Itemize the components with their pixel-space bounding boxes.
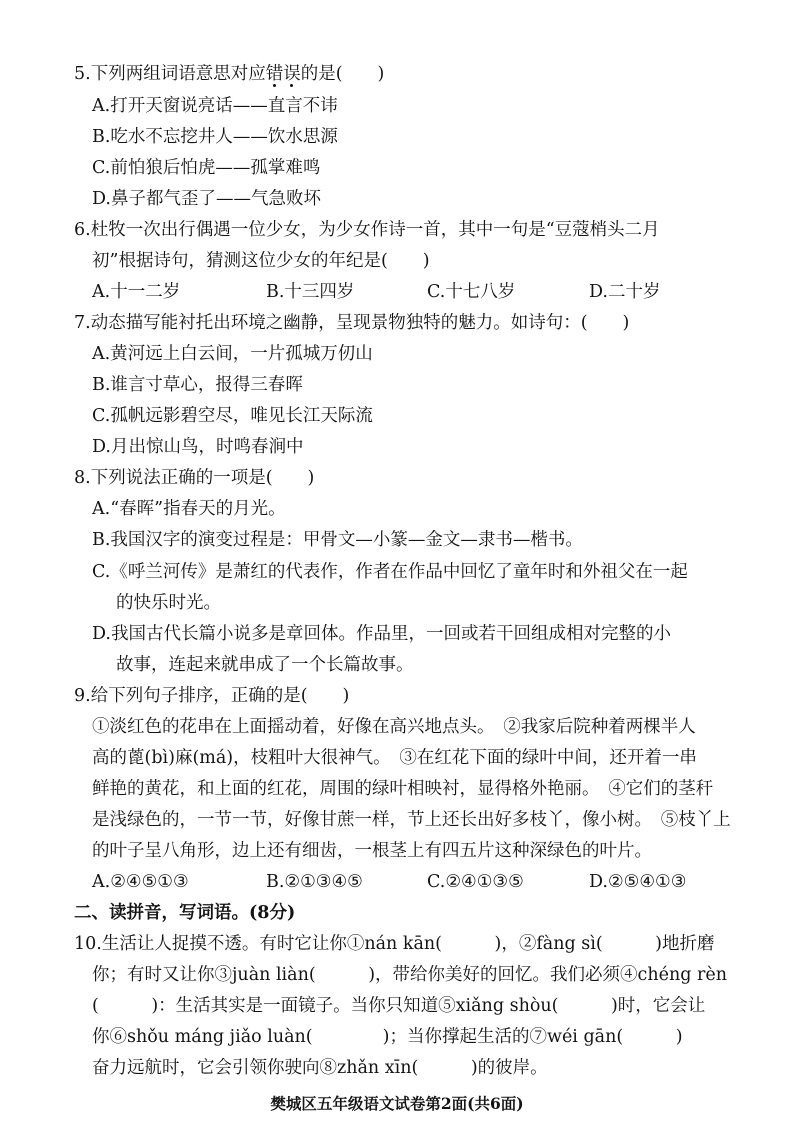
q9-option-b[interactable]: B.②①③④⑤ [266, 872, 363, 892]
q9-passage-line: 高的蓖(bì)麻(má)，枝粗叶大很神气。 ③在红花下面的绿叶中间，还开着一串 [92, 748, 697, 768]
q10-line: ( )：生活其实是一面镜子。当你只知道⑤xiǎng shòu( )时，它会让 [92, 996, 706, 1016]
q9-passage-line: 是浅绿色的，一节一节，好像甘蔗一样，节上还长出好多枝丫，像小树。 ⑤枝丫上 [92, 810, 731, 830]
q8-option-b[interactable]: B.我国汉字的演变过程是：甲骨文—小篆—金文—隶书—楷书。 [92, 530, 583, 550]
q8-option-c-continued: 的快乐时光。 [116, 593, 221, 613]
page-footer: 樊城区五年级语文试卷第2面(共6面) [270, 1094, 524, 1113]
q7-option-c[interactable]: C.孤帆远影碧空尽，唯见长江天际流 [92, 406, 373, 426]
q10-line: 奋力远航时，它会引领你驶向⑧zhǎn xīn( )的彼岸。 [92, 1058, 548, 1078]
q5-option-d[interactable]: D.鼻子都气歪了——气急败坏 [92, 189, 321, 209]
q9-passage-line: 的叶子呈八角形，边上还有细齿，一根茎上有四五片这种深绿色的叶片。 [92, 841, 652, 861]
q5-option-a[interactable]: A.打开天窗说亮话——直言不讳 [92, 96, 338, 116]
q5-stem: 5.下列两组词语意思对应错误的是( ) [74, 64, 385, 84]
q8-option-a[interactable]: A.“春晖”指春天的月光。 [92, 499, 286, 519]
q9-option-d[interactable]: D.②⑤④①③ [589, 872, 687, 892]
q10-line: 10.生活让人捉摸不透。有时它让你①nán kān( )，②fàng sì( )地折磨 [74, 934, 715, 954]
q10-line: 你；有时又让你③juàn liàn( )，带给你美好的回忆。我们必须④chéng rèn [92, 965, 727, 985]
q8-option-d-continued: 故事，连起来就串成了一个长篇故事。 [116, 655, 414, 675]
q6-option-c[interactable]: C.十七八岁 [427, 282, 516, 302]
q6-option-b[interactable]: B.十三四岁 [266, 282, 355, 302]
q5-option-c[interactable]: C.前怕狼后怕虎——孤掌难鸣 [92, 158, 321, 178]
section-2-title: 二、读拼音，写词语。(8分) [74, 903, 296, 923]
q9-stem: 9.给下列句子排序，正确的是( ) [74, 686, 350, 706]
q9-passage-line: 鲜艳的黄花，和上面的红花，周围的绿叶相映衬，显得格外艳丽。 ④它们的茎秆 [92, 779, 714, 799]
q10-line: 你⑥shǒu máng jiǎo luàn( )；当你撑起生活的⑦wéi gān( ) [92, 1027, 683, 1047]
q6-option-a[interactable]: A.十一二岁 [92, 282, 181, 302]
q6-stem-line1: 6.杜牧一次出行偶遇一位少女，为少女作诗一首，其中一句是“豆蔻梢头二月 [74, 220, 660, 240]
q5-option-b[interactable]: B.吃水不忘挖井人——饮水思源 [92, 127, 338, 147]
q8-stem: 8.下列说法正确的一项是( ) [74, 468, 315, 488]
q6-stem-line2: 初”根据诗句，猜测这位少女的年纪是( ) [92, 251, 430, 271]
q9-option-a[interactable]: A.②④⑤①③ [92, 872, 189, 892]
q8-option-c[interactable]: C.《呼兰河传》是萧红的代表作，作者在作品中回忆了童年时和外祖父在一起 [92, 562, 688, 582]
q7-stem: 7.动态描写能衬托出环境之幽静，呈现景物独特的魅力。如诗句：( ) [74, 313, 630, 333]
q7-option-d[interactable]: D.月出惊山鸟，时鸣春涧中 [92, 437, 304, 457]
q7-option-b[interactable]: B.谁言寸草心，报得三春晖 [92, 375, 303, 395]
q6-option-d[interactable]: D.二十岁 [589, 282, 661, 302]
q8-option-d[interactable]: D.我国古代长篇小说多是章回体。作品里，一回或若干回组成相对完整的小 [92, 624, 671, 644]
q7-option-a[interactable]: A.黄河远上白云间，一片孤城万仞山 [92, 344, 373, 364]
q9-passage-line: ①淡红色的花串在上面摇动着，好像在高兴地点头。 ②我家后院种着两棵半人 [92, 717, 696, 737]
q9-option-c[interactable]: C.②④①③⑤ [427, 872, 524, 892]
